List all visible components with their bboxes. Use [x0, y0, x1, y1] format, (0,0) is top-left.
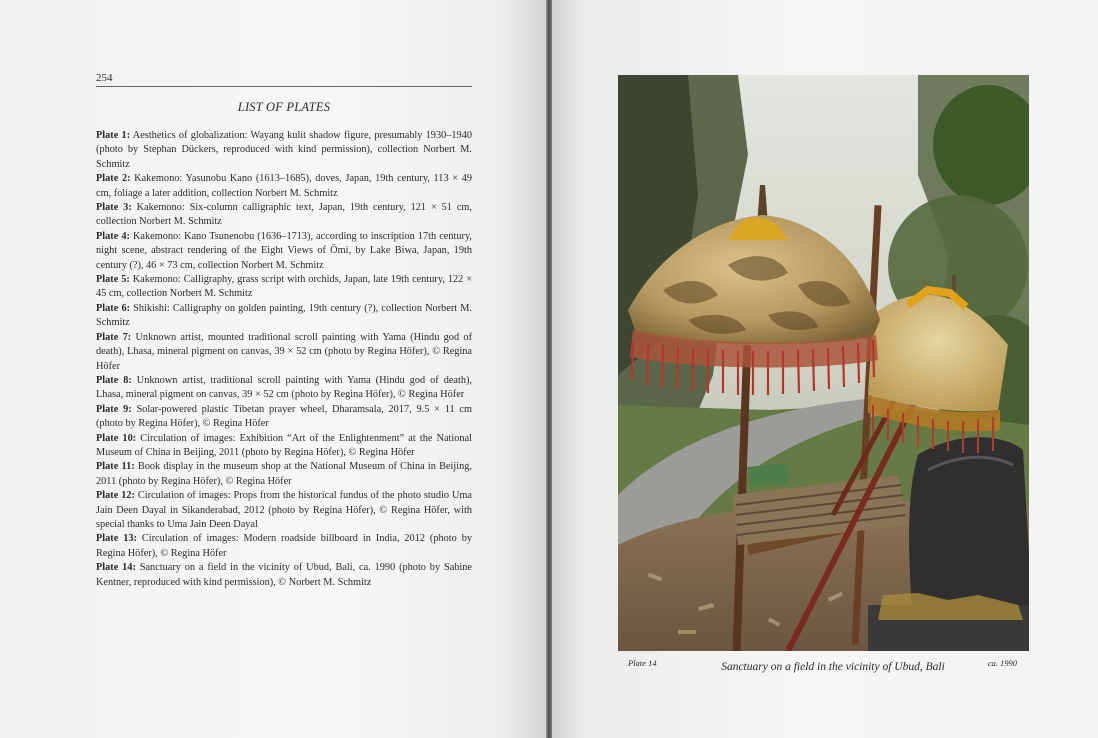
plate-entry-label: Plate 14:: [96, 562, 136, 574]
plate-entry: [96, 230, 472, 273]
plate-entry: [96, 460, 472, 489]
plate-entry: [96, 201, 472, 230]
plate-entry-text: Shikishi: Calligraphy on golden painting, 19th century (?), collection Norbert M. Schmitz: [96, 302, 473, 329]
plate-entry-text: Kakemono: Kano Tsunenobu (1636–1713), according to inscription 17th century, night scene, abstract rendering of the Eight Views of Ōmi, by Lake Biwa, Japan, 19th century (?), 46 × 73 cm, collection Norbert M. Schmitz: [96, 230, 472, 271]
plate-entry-label: Plate 5:: [96, 274, 130, 286]
plate-entry-text: Circulation of images: Modern roadside billboard in India, 2012 (photo by Regina Höfer), © Regina Höfer: [96, 533, 472, 559]
plate-entry-text: Circulation of images: Props from the historical fundus of the photo studio Uma Jain Deen Dayal in Sikanderabad, 2012 (photo by Regina Höfer), © Regina Höfer, with special thanks to Uma Jain Deen Dayal: [96, 490, 472, 530]
plate-entry-text: Kakemono: Yasunobu Kano (1613–1685), doves, Japan, 19th century, 113 × 49 cm, foliage a later addition, collection Norbert M. Schmitz: [96, 173, 473, 199]
plate-entry-label: Plate 9:: [96, 403, 132, 415]
plate-entry-label: Plate 7:: [96, 331, 132, 343]
right-page: [552, 0, 1098, 738]
plate-entry-label: Plate 3:: [96, 202, 132, 214]
plate-14-photo: [618, 75, 1029, 651]
plate-entry-label: Plate 4:: [96, 230, 130, 242]
plate-entry-text: Kakemono: Calligraphy, grass script with orchids, Japan, late 19th century, 122 × 45 cm, collection Norbert M. Schmitz: [96, 274, 472, 300]
plate-entry: [96, 302, 472, 331]
plate-entry-label: Plate 13:: [96, 533, 137, 545]
plate-entry-label: Plate 8:: [96, 374, 132, 386]
plate-entry-text: Unknown artist, mounted traditional scroll painting with Yama (Hindu god of death), Lhasa, mineral pigment on canvas, 39 × 52 cm (photo by Regina Höfer), © Regina Höfer: [96, 331, 472, 372]
caption-date: ca. 1990: [987, 658, 1017, 668]
plates-list: [96, 129, 472, 590]
plate-entry: [96, 403, 472, 432]
plate-entry-text: Sanctuary on a field in the vicinity of Ubud, Bali, ca. 1990 (photo by Sabine Kentner, reproduced with kind permission), © Norbert M. Schmitz: [96, 562, 472, 588]
plate-entry-text: Circulation of images: Exhibition “Art of the Enlightenment” at the National Museum of China in Beijing, 2011 (photo by Regina Höfer), © Regina Höfer: [96, 432, 472, 458]
plate-entry: [96, 489, 472, 532]
plate-entry-label: Plate 11:: [96, 461, 135, 473]
list-of-plates-heading: LIST OF PLATES: [237, 100, 331, 114]
plate-entry-label: Plate 1:: [96, 130, 131, 141]
page-number: 254: [96, 72, 472, 87]
plate-entry-label: Plate 12:: [96, 490, 135, 502]
plate-entry-text: Solar-powered plastic Tibetan prayer wheel, Dharamsala, 2017, 9.5 × 11 cm (photo by Regina Höfer), © Regina Höfer: [96, 403, 473, 430]
plate-entry-text: Book display in the museum shop at the National Museum of China in Beijing, 2011 (photo by Regina Höfer), © Regina Höfer: [96, 461, 472, 487]
plate-entry-label: Plate 6:: [96, 302, 131, 314]
plate-entry: [96, 273, 472, 302]
plate-entry: [96, 129, 472, 172]
plate-label: Plate 14: [628, 658, 657, 668]
plate-entry: [96, 532, 472, 561]
plate-caption: [618, 656, 1029, 676]
plate-entry: [96, 331, 472, 374]
plate-entry: [96, 432, 472, 461]
plate-entry-text: Unknown artist, traditional scroll painting with Yama (Hindu god of death), Lhasa, mineral pigment on canvas, 39 × 52 cm (photo by Regina Höfer), © Regina Höfer: [96, 374, 472, 401]
plate-entry-label: Plate 10:: [96, 432, 137, 444]
plate-entry-text: Aesthetics of globalization: Wayang kulit shadow figure, presumably 1930–1940 (photo by Stephan Dückers, reproduced with kind permission), collection Norbert M. Schmitz: [96, 130, 472, 170]
plate-entry: [96, 374, 472, 403]
plate-entry-text: Kakemono: Six-column calligraphic text, Japan, 19th century, 121 × 51 cm, collection Norbert M. Schmitz: [96, 202, 472, 228]
caption-text: Sanctuary on a field in the vicinity of Ubud, Bali: [721, 661, 945, 673]
plate-entry: [96, 561, 472, 590]
plate-entry-label: Plate 2:: [96, 173, 131, 185]
plate-entry: [96, 172, 472, 201]
left-page: [0, 0, 546, 738]
